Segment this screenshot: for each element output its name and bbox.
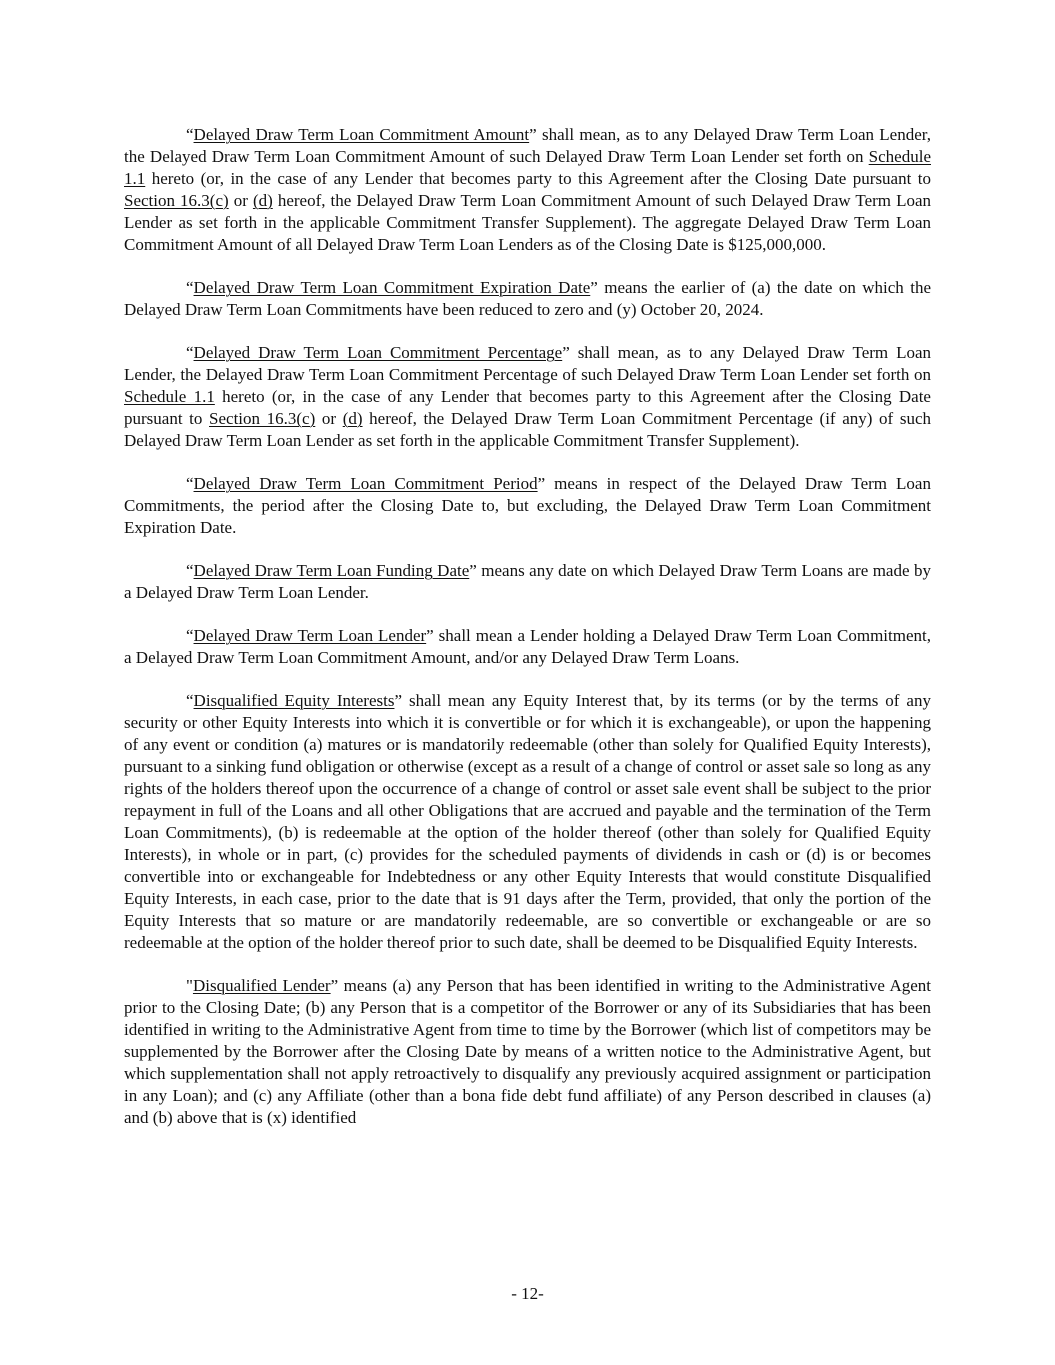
cross-reference: (d) bbox=[342, 409, 363, 428]
defined-term: Delayed Draw Term Loan Commitment Expiration Date bbox=[193, 278, 591, 297]
open-quote: “ bbox=[186, 626, 194, 645]
definition-text: ” shall mean, as to any Delayed Draw Term Loan Lender, the Delayed Draw Term Loan Commitment Amount of such Delayed Draw Term Loan Lender set forth on bbox=[124, 125, 932, 166]
defined-term: Delayed Draw Term Loan Funding Date bbox=[193, 561, 470, 580]
open-quote: “ bbox=[186, 561, 194, 580]
cross-reference: (d) bbox=[252, 191, 273, 210]
definition-paragraph bbox=[124, 625, 931, 669]
open-quote: “ bbox=[186, 278, 194, 297]
definition-paragraph bbox=[124, 342, 931, 452]
open-quote: “ bbox=[186, 125, 194, 144]
page-number: - 12- bbox=[511, 1284, 544, 1303]
open-quote: “ bbox=[186, 343, 194, 362]
defined-term: Delayed Draw Term Loan Commitment Percentage bbox=[193, 343, 563, 362]
definition-text: ” shall mean any Equity Interest that, by its terms (or by the terms of any security or other Equity Interests into which it is convertible or for which it is exchangeable), or upon the happening of any event or condition (a) matures or is mandatorily redeemable (other than solely for Qualified Equity Interests), pursuant to a sinking fund obligation or otherwise (except as a result of a change of control or asset sale so long as any rights of the holders thereof upon the occurrence of a change of control or asset sale event shall be subject to the prior repayment in full of the Loans and all other Obligations that are accrued and payable and the termination of the Term Loan Commitments), (b) is redeemable at the option of the holder thereof (other than solely for Qualified Equity Interests), in whole or in part, (c) provides for the scheduled payments of dividends in cash or (d) is or becomes convertible into or exchangeable for Indebtedness or any other Equity Interests that would constitute Disqualified Equity Interests, in each case, prior to the date that is 91 days after the Term, provided, that only the portion of the Equity Interests that so mature or are mandatorily redeemable, are so convertible or exchangeable or are so redeemable at the option of the holder thereof prior to such date, shall be deemed to be Disqualified Equity Interests. bbox=[124, 691, 931, 952]
definition-text: hereof, the Delayed Draw Term Loan Commitment Percentage (if any) of such Delayed Draw Term Loan Lender as set forth in the applicable Commitment Transfer Supplement). bbox=[124, 409, 931, 450]
defined-term: Delayed Draw Term Loan Lender bbox=[193, 626, 427, 645]
defined-term: Disqualified Equity Interests bbox=[193, 691, 395, 710]
defined-term: Disqualified Lender bbox=[192, 976, 331, 995]
definition-text: ” means any date on which Delayed Draw Term Loans are made by a Delayed Draw Term Loan Lender. bbox=[124, 561, 931, 602]
definition-text: ” means in respect of the Delayed Draw Term Loan Commitments, the period after the Closing Date to, but excluding, the Delayed Draw Term Loan Commitment Expiration Date. bbox=[124, 474, 931, 537]
definition-text: ” shall mean a Lender holding a Delayed Draw Term Loan Commitment, a Delayed Draw Term Loan Commitment Amount, and/or any Delayed Draw Term Loans. bbox=[124, 626, 931, 667]
definition-text: or bbox=[228, 191, 253, 210]
open-quote: " bbox=[186, 976, 193, 995]
definition-paragraph bbox=[124, 473, 931, 539]
cross-reference: Section 16.3(c) bbox=[124, 191, 229, 210]
definition-text: ” means the earlier of (a) the date on which the Delayed Draw Term Loan Commitments have been reduced to zero and (y) October 20, 2024. bbox=[124, 278, 931, 319]
cross-reference: Schedule 1.1 bbox=[124, 387, 215, 406]
defined-term: Delayed Draw Term Loan Commitment Period bbox=[193, 474, 538, 493]
definition-paragraph bbox=[124, 975, 931, 1129]
definition-text: hereto (or, in the case of any Lender that becomes party to this Agreement after the Closing Date pursuant to bbox=[124, 387, 931, 428]
open-quote: “ bbox=[186, 691, 194, 710]
document-page bbox=[124, 124, 931, 1150]
definition-paragraph bbox=[124, 277, 931, 321]
definition-text: hereto (or, in the case of any Lender that becomes party to this Agreement after the Closing Date pursuant to bbox=[145, 169, 931, 188]
cross-reference: Section 16.3(c) bbox=[209, 409, 316, 428]
definition-text: hereof, the Delayed Draw Term Loan Commitment Amount of such Delayed Draw Term Loan Lender as set forth in the applicable Commitment Transfer Supplement). The aggregate Delayed Draw Term Loan Commitment Amount of all Delayed Draw Term Loan Lenders as of the Closing Date is $125,000,000. bbox=[124, 191, 932, 254]
definition-text: ” shall mean, as to any Delayed Draw Term Loan Lender, the Delayed Draw Term Loan Commitment Percentage of such Delayed Draw Term Loan Lender set forth on bbox=[124, 343, 931, 384]
cross-reference: Schedule 1.1 bbox=[124, 147, 931, 188]
definition-paragraph bbox=[124, 690, 931, 954]
definition-text: or bbox=[315, 409, 343, 428]
definition-text: ” means (a) any Person that has been identified in writing to the Administrative Agent prior to the Closing Date; (b) any Person that is a competitor of the Borrower or any of its Subsidiaries that has been identified in writing to the Administrative Agent from time to time by the Borrower (which list of competitors may be supplemented by the Borrower after the Closing Date by means of a written notice to the Administrative Agent, but which supplementation shall not apply retroactively to disqualify any previously acquired assignment or participation in any Loan); and (c) any Affiliate (other than a bona fide debt fund affiliate) of any Person described in clauses (a) and (b) above that is (x) identified bbox=[124, 976, 931, 1127]
defined-term: Delayed Draw Term Loan Commitment Amount bbox=[193, 125, 530, 144]
definition-paragraph bbox=[124, 124, 931, 256]
open-quote: “ bbox=[186, 474, 194, 493]
definition-paragraph bbox=[124, 560, 931, 604]
